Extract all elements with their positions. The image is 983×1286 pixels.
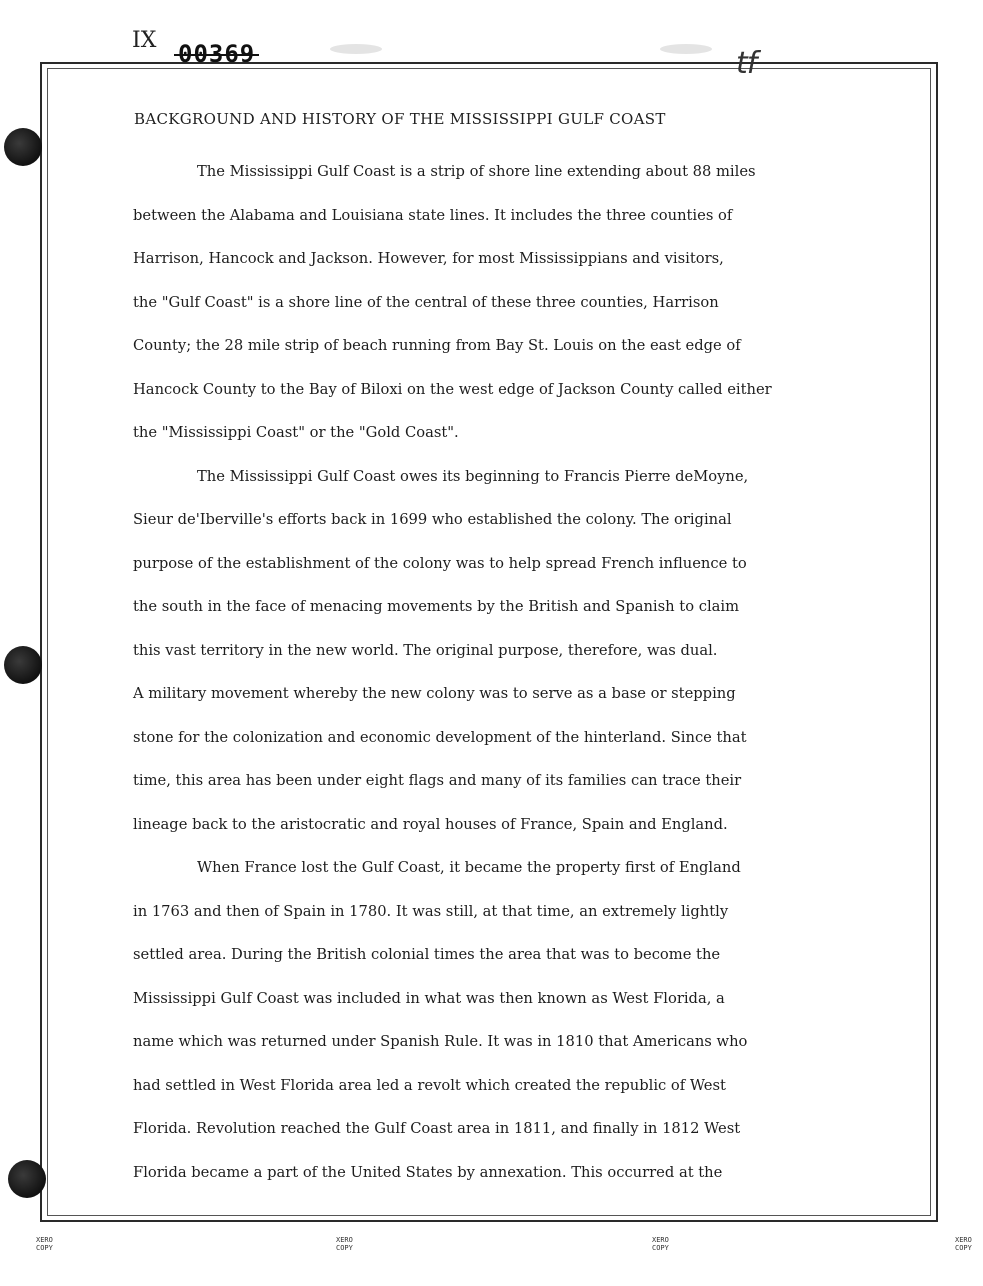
- xero-copy-stamp: [336, 1236, 353, 1252]
- paragraph-2: [133, 455, 883, 847]
- document-number-stamp: 00369: [178, 40, 256, 68]
- text-line: purpose of the establishment of the colony was to help spread French influence to: [133, 554, 747, 572]
- text-line: County; the 28 mile strip of beach running from Bay St. Louis on the east edge of: [133, 337, 741, 354]
- handwritten-initials: tf: [736, 46, 757, 81]
- text-line: Florida became a part of the United States by annexation. This occurred at the: [133, 1163, 723, 1181]
- text-line: settled area. During the British colonial times the area that was to become the: [133, 946, 721, 963]
- stamp-line: XERO: [36, 1236, 53, 1244]
- stamp-line: COPY: [336, 1244, 353, 1252]
- text-line: Mississippi Gulf Coast was included in what was then known as West Florida, a: [133, 989, 725, 1007]
- text-line: Hancock County to the Bay of Biloxi on the west edge of Jackson County called either: [133, 380, 772, 398]
- text-line: A military movement whereby the new colony was to serve as a base or stepping: [133, 685, 736, 702]
- document-body: [133, 150, 883, 1194]
- stamp-line: COPY: [652, 1244, 669, 1252]
- text-line: time, this area has been under eight flags and many of its families can trace their: [133, 772, 742, 789]
- text-line: between the Alabama and Louisiana state lines. It includes the three counties of: [133, 206, 733, 224]
- text-line: Florida. Revolution reached the Gulf Coast area in 1811, and finally in 1812 West: [133, 1120, 741, 1137]
- stamp-line: COPY: [955, 1244, 972, 1252]
- text-line: this vast territory in the new world. The original purpose, therefore, was dual.: [133, 641, 718, 659]
- text-line: The Mississippi Gulf Coast owes its beginning to Francis Pierre deMoyne,: [197, 467, 749, 485]
- scan-smudge: [660, 44, 712, 54]
- roman-numeral-stamp: IX: [132, 28, 157, 53]
- text-line: name which was returned under Spanish Rule. It was in 1810 that Americans who: [133, 1033, 748, 1050]
- stamp-line: COPY: [36, 1244, 53, 1252]
- binder-hole-middle: [4, 646, 42, 684]
- text-line: When France lost the Gulf Coast, it became the property first of England: [197, 859, 741, 876]
- text-line: in 1763 and then of Spain in 1780. It was still, at that time, an extremely lightly: [133, 902, 729, 920]
- binder-hole-bottom: [8, 1160, 46, 1198]
- text-line: the south in the face of menacing movements by the British and Spanish to claim: [133, 598, 740, 615]
- text-line: the "Gulf Coast" is a shore line of the central of these three counties, Harrison: [133, 293, 719, 311]
- text-line: The Mississippi Gulf Coast is a strip of shore line extending about 88 miles: [197, 163, 756, 180]
- xero-copy-stamp: [36, 1236, 53, 1252]
- stamp-line: XERO: [652, 1236, 669, 1244]
- stamp-line: XERO: [336, 1236, 353, 1244]
- document-title: BACKGROUND AND HISTORY OF THE MISSISSIPPI GULF COAST: [134, 110, 666, 128]
- binder-hole-top: [4, 128, 42, 166]
- text-line: Sieur de'Iberville's efforts back in 1699 who established the colony. The original: [133, 511, 732, 528]
- text-line: Harrison, Hancock and Jackson. However, for most Mississippians and visitors,: [133, 250, 724, 267]
- text-line: lineage back to the aristocratic and royal houses of France, Spain and England.: [133, 815, 728, 833]
- xero-copy-stamp: [652, 1236, 669, 1252]
- text-line: had settled in West Florida area led a revolt which created the republic of West: [133, 1076, 726, 1094]
- text-line: stone for the colonization and economic development of the hinterland. Since that: [133, 728, 747, 746]
- paragraph-3: [133, 846, 883, 1194]
- paragraph-1: [133, 150, 883, 455]
- stamp-line: XERO: [955, 1236, 972, 1244]
- text-line: the "Mississippi Coast" or the "Gold Coast".: [133, 424, 459, 441]
- xero-copy-stamp: [955, 1236, 972, 1252]
- scan-smudge: [330, 44, 382, 54]
